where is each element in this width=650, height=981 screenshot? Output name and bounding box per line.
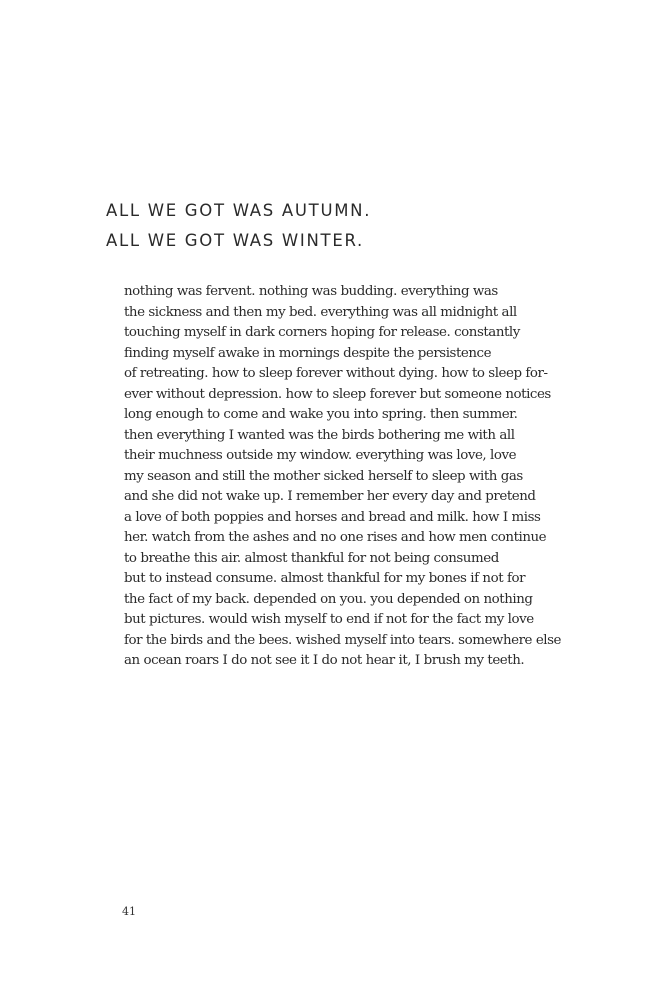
poem-line: finding myself awake in mornings despite the persistence bbox=[124, 345, 492, 361]
title-line-2: ALL WE GOT WAS WINTER. bbox=[106, 231, 364, 250]
poem-line: but to instead consume. almost thankful for my bones if not for bbox=[124, 571, 526, 586]
poem-line: her. watch from the ashes and no one rises and how men continue bbox=[124, 530, 547, 545]
title-line-1: ALL WE GOT WAS AUTUMN. bbox=[106, 201, 372, 220]
poem-line: my season and still the mother sicked herself to sleep with gas bbox=[124, 468, 523, 484]
poem-line: ever without depression. how to sleep forever but someone notices bbox=[124, 386, 551, 402]
poem-line: and she did not wake up. I remember her every day and pretend bbox=[124, 489, 536, 504]
poem-line: the fact of my back. depended on you. you depended on nothing bbox=[124, 591, 533, 607]
poem-line: touching myself in dark corners hoping for release. constantly bbox=[124, 325, 520, 340]
poem-title bbox=[106, 196, 371, 256]
page-number: 41 bbox=[122, 905, 136, 918]
poem-body bbox=[124, 282, 574, 672]
poem-line: an ocean roars I do not see it I do not hear it, I brush my teeth. bbox=[124, 653, 525, 668]
poem-line: for the birds and the bees. wished myself into tears. somewhere else bbox=[124, 632, 562, 648]
poem-line: a love of both poppies and horses and bread and milk. how I miss bbox=[124, 509, 541, 525]
poem-line: of retreating. how to sleep forever without dying. how to sleep for- bbox=[124, 366, 548, 381]
poem-line: long enough to come and wake you into spring. then summer. bbox=[124, 407, 518, 422]
poem-line: their muchness outside my window. everything was love, love bbox=[124, 448, 517, 463]
poem-line: then everything I wanted was the birds bothering me with all bbox=[124, 427, 515, 443]
poem-line: but pictures. would wish myself to end if not for the fact my love bbox=[124, 612, 534, 627]
poem-line: the sickness and then my bed. everything was all midnight all bbox=[124, 304, 517, 320]
poem-line: nothing was fervent. nothing was budding. everything was bbox=[124, 284, 498, 299]
poem-line: to breathe this air. almost thankful for not being consumed bbox=[124, 550, 499, 566]
